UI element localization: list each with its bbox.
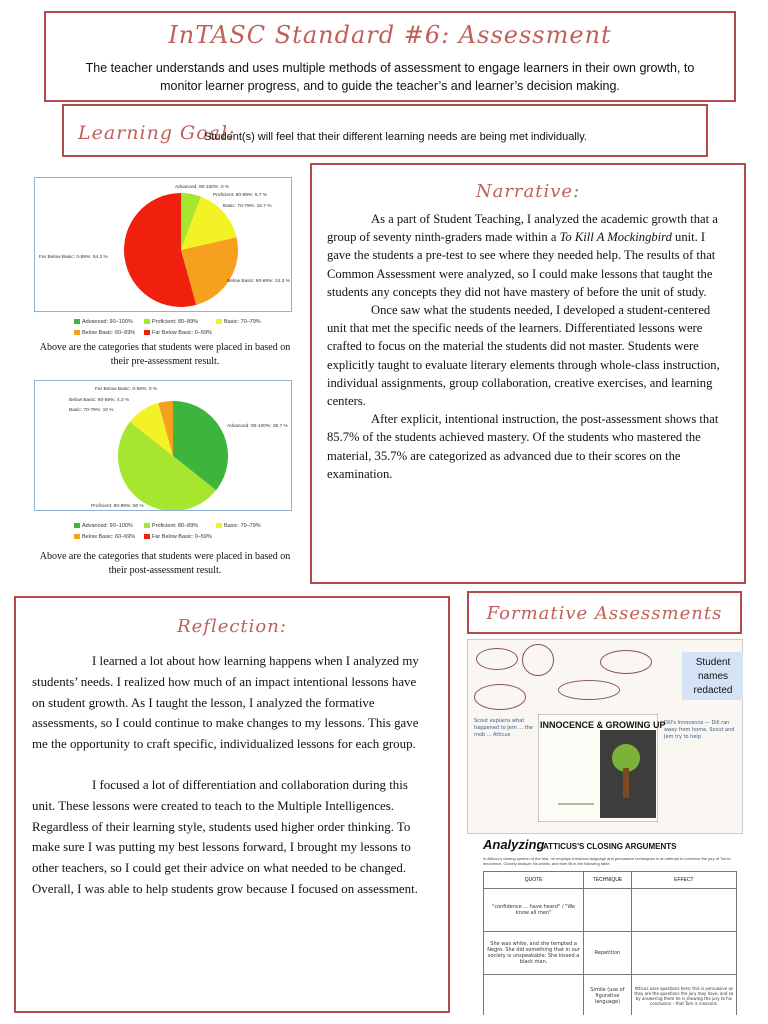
narrative-paragraph-2: Once saw what the students needed, I developed a student-centered unit that met the specific needs of the learners. Differentiated lessons were crafted to focus on the material the students did not master. Students were explicitly taught to evaluate literary elements through whole-class instruction, individual assignments, group collaboration, creative exercises, and learning centers. bbox=[327, 303, 720, 409]
legend-swatch bbox=[144, 534, 150, 539]
analysis-table bbox=[483, 871, 737, 1015]
legend-item: Advanced: 90–100% bbox=[74, 523, 133, 529]
slice-label: Below Basic: 60-69%: 4.3 % bbox=[69, 398, 130, 403]
legend-swatch bbox=[74, 319, 80, 324]
standard-header bbox=[44, 11, 736, 102]
column-header: EFFECT bbox=[631, 872, 736, 889]
post-assessment-chart bbox=[34, 380, 292, 511]
slice-label: Far Below Basic: 0-59%: 54.3 % bbox=[39, 255, 108, 260]
legend-item: Below Basic: 60–69% bbox=[74, 534, 135, 540]
reflection-body bbox=[32, 651, 432, 900]
narrative-paragraph-3: After explicit, intentional instruction, the post-assessment shows that 85.7% of the students achieved mastery. Of the students who mastered the material, 35.7% are categorized as advanced due to their scores on the examination. bbox=[327, 412, 719, 481]
table-row: Simile (use of figurative language) Atticus uses questions here; this is persuasive as they are the questions the jury may have, and so by answering them he is showing the jury to his conclusion – that Tom is innocent. bbox=[484, 975, 737, 1016]
legend-item: Basic: 70–79% bbox=[216, 523, 261, 529]
reflection-paragraph-1: I learned a lot about how learning happens when I analyzed my students’ needs. I realized how much of an impact intentional lessons have on student growth. As I taught the lesson, I analyzed the formative assessments, so I could continue to make changes to my lessons. This gave me the opportunity to craft specific, individualized lessons for each group. bbox=[32, 654, 419, 752]
tree-doodle bbox=[538, 714, 658, 822]
post-assessment-pie bbox=[35, 381, 291, 510]
theme-title: INNOCENCE & GROWING UP bbox=[540, 720, 666, 730]
legend-item: Proficient: 80–89% bbox=[144, 523, 198, 529]
table-row: She was white, and she tempted a Negro. She did something that in our society is unspeakable: She kissed a black man. Repetition bbox=[484, 932, 737, 975]
legend-swatch bbox=[144, 330, 150, 335]
narrative-heading: Narrative: bbox=[475, 181, 581, 202]
formative-worksheet-image bbox=[467, 639, 743, 1015]
worksheet-title: ATTICUS'S CLOSING ARGUMENTS bbox=[543, 842, 677, 851]
slice-label: Proficient: 80-89%: 50 % bbox=[91, 504, 144, 509]
legend-swatch bbox=[144, 523, 150, 528]
formative-heading: Formative Assessments bbox=[486, 603, 723, 624]
page-title: InTASC Standard #6: Assessment bbox=[168, 21, 612, 49]
slice-label: Below Basic: 60-69%: 24.3 % bbox=[227, 279, 290, 284]
slice-label: Proficient: 80-89%: 5.7 % bbox=[213, 193, 268, 198]
legend-swatch bbox=[74, 534, 80, 539]
reflection-heading: Reflection: bbox=[177, 616, 287, 637]
learning-goal-label: Learning Goal: bbox=[78, 122, 236, 144]
standard-description: The teacher understands and uses multiple methods of assessment to engage learners in their own growth, to monitor learner progress, and to guide the teacher’s and learner’s decision making. bbox=[85, 61, 695, 93]
pre-assessment-pie bbox=[35, 178, 291, 311]
legend-swatch bbox=[74, 523, 80, 528]
post-assessment-legend bbox=[34, 519, 292, 549]
legend-item: Advanced: 90–100% bbox=[74, 319, 133, 325]
worksheet-instructions: In Atticus's closing speech of the trial, he employs rhetorical language and persuasive techniques in an attempt to convince the jury of Tom's innocence. Closely analyze his words, and then fill in the following table. bbox=[483, 856, 731, 866]
legend-item: Far Below Basic: 0–59% bbox=[144, 330, 212, 336]
narrative-body bbox=[327, 210, 728, 483]
formative-assessments-header bbox=[467, 591, 742, 634]
post-assessment-caption: Above are the categories that students were placed in based on their post-assessment result. bbox=[39, 551, 291, 576]
learning-goal-box bbox=[62, 104, 708, 157]
narrative-section bbox=[310, 163, 746, 584]
reflection-section bbox=[14, 596, 450, 1013]
student-doodle-poster: Scout explains what happened to Jem ... the mob ... Atticus Dill's Innocence — Dill ran away from home, Scout and Jem try to help INNOCENCE & GROWING UP Student names redacted bbox=[467, 639, 743, 834]
slice-label: Basic: 70-79%: 10 % bbox=[69, 408, 114, 413]
slice-label: Far Below Basic: 0-59%: 0 % bbox=[95, 387, 158, 392]
book-title: To Kill A Mockingbird bbox=[559, 230, 672, 245]
slice-label: Advanced: 90-100%: 0 % bbox=[175, 185, 230, 190]
analyzing-heading: Analyzing bbox=[483, 837, 545, 852]
pre-assessment-caption: Above are the categories that students were placed in based on their pre-assessment result. bbox=[39, 342, 291, 367]
legend-item: Below Basic: 60–69% bbox=[74, 330, 135, 336]
column-header: TECHNIQUE bbox=[584, 872, 632, 889]
slice-label: Advanced: 90-100%: 35.7 % bbox=[227, 424, 288, 429]
reflection-paragraph-2: I focused a lot of differentiation and collaboration during this unit. These lessons were created to teach to the Multiple Intelligences. Regardless of their learning style, students used higher order thinking. To make sure I was putting my best lessons forward, I brought my lessons to other teachers, so I could get their advice on what needed to be changed. Overall, I was able to help students grow because I focused on assessment. bbox=[32, 777, 418, 896]
legend-swatch bbox=[144, 319, 150, 324]
legend-swatch bbox=[74, 330, 80, 335]
narrative-paragraph-1: As a part of Student Teaching, I analyzed the academic growth that a group of seventy ninth-graders made within a To Kill A Mockingbird unit. I gave the students a pre-test to see where they needed help. The results of that Common Assessment were analyzed, so I could make lessons that taught the students any concepts they did not have mastery of before the unit of study. bbox=[327, 212, 718, 299]
table-row: "confidence ... have heard" / "We know all men" bbox=[484, 889, 737, 932]
slice-label: Basic: 70-79%: 15.7 % bbox=[223, 204, 272, 209]
legend-swatch bbox=[216, 319, 222, 324]
learning-goal-text: Student(s) will feel that their different learning needs are being met individually. bbox=[204, 131, 587, 143]
column-header: QUOTE bbox=[484, 872, 584, 889]
legend-item: Basic: 70–79% bbox=[216, 319, 261, 325]
redacted-note: Student names redacted bbox=[682, 652, 743, 700]
pre-assessment-chart bbox=[34, 177, 292, 312]
legend-item: Far Below Basic: 0–59% bbox=[144, 534, 212, 540]
legend-item: Proficient: 80–89% bbox=[144, 319, 198, 325]
legend-swatch bbox=[216, 523, 222, 528]
